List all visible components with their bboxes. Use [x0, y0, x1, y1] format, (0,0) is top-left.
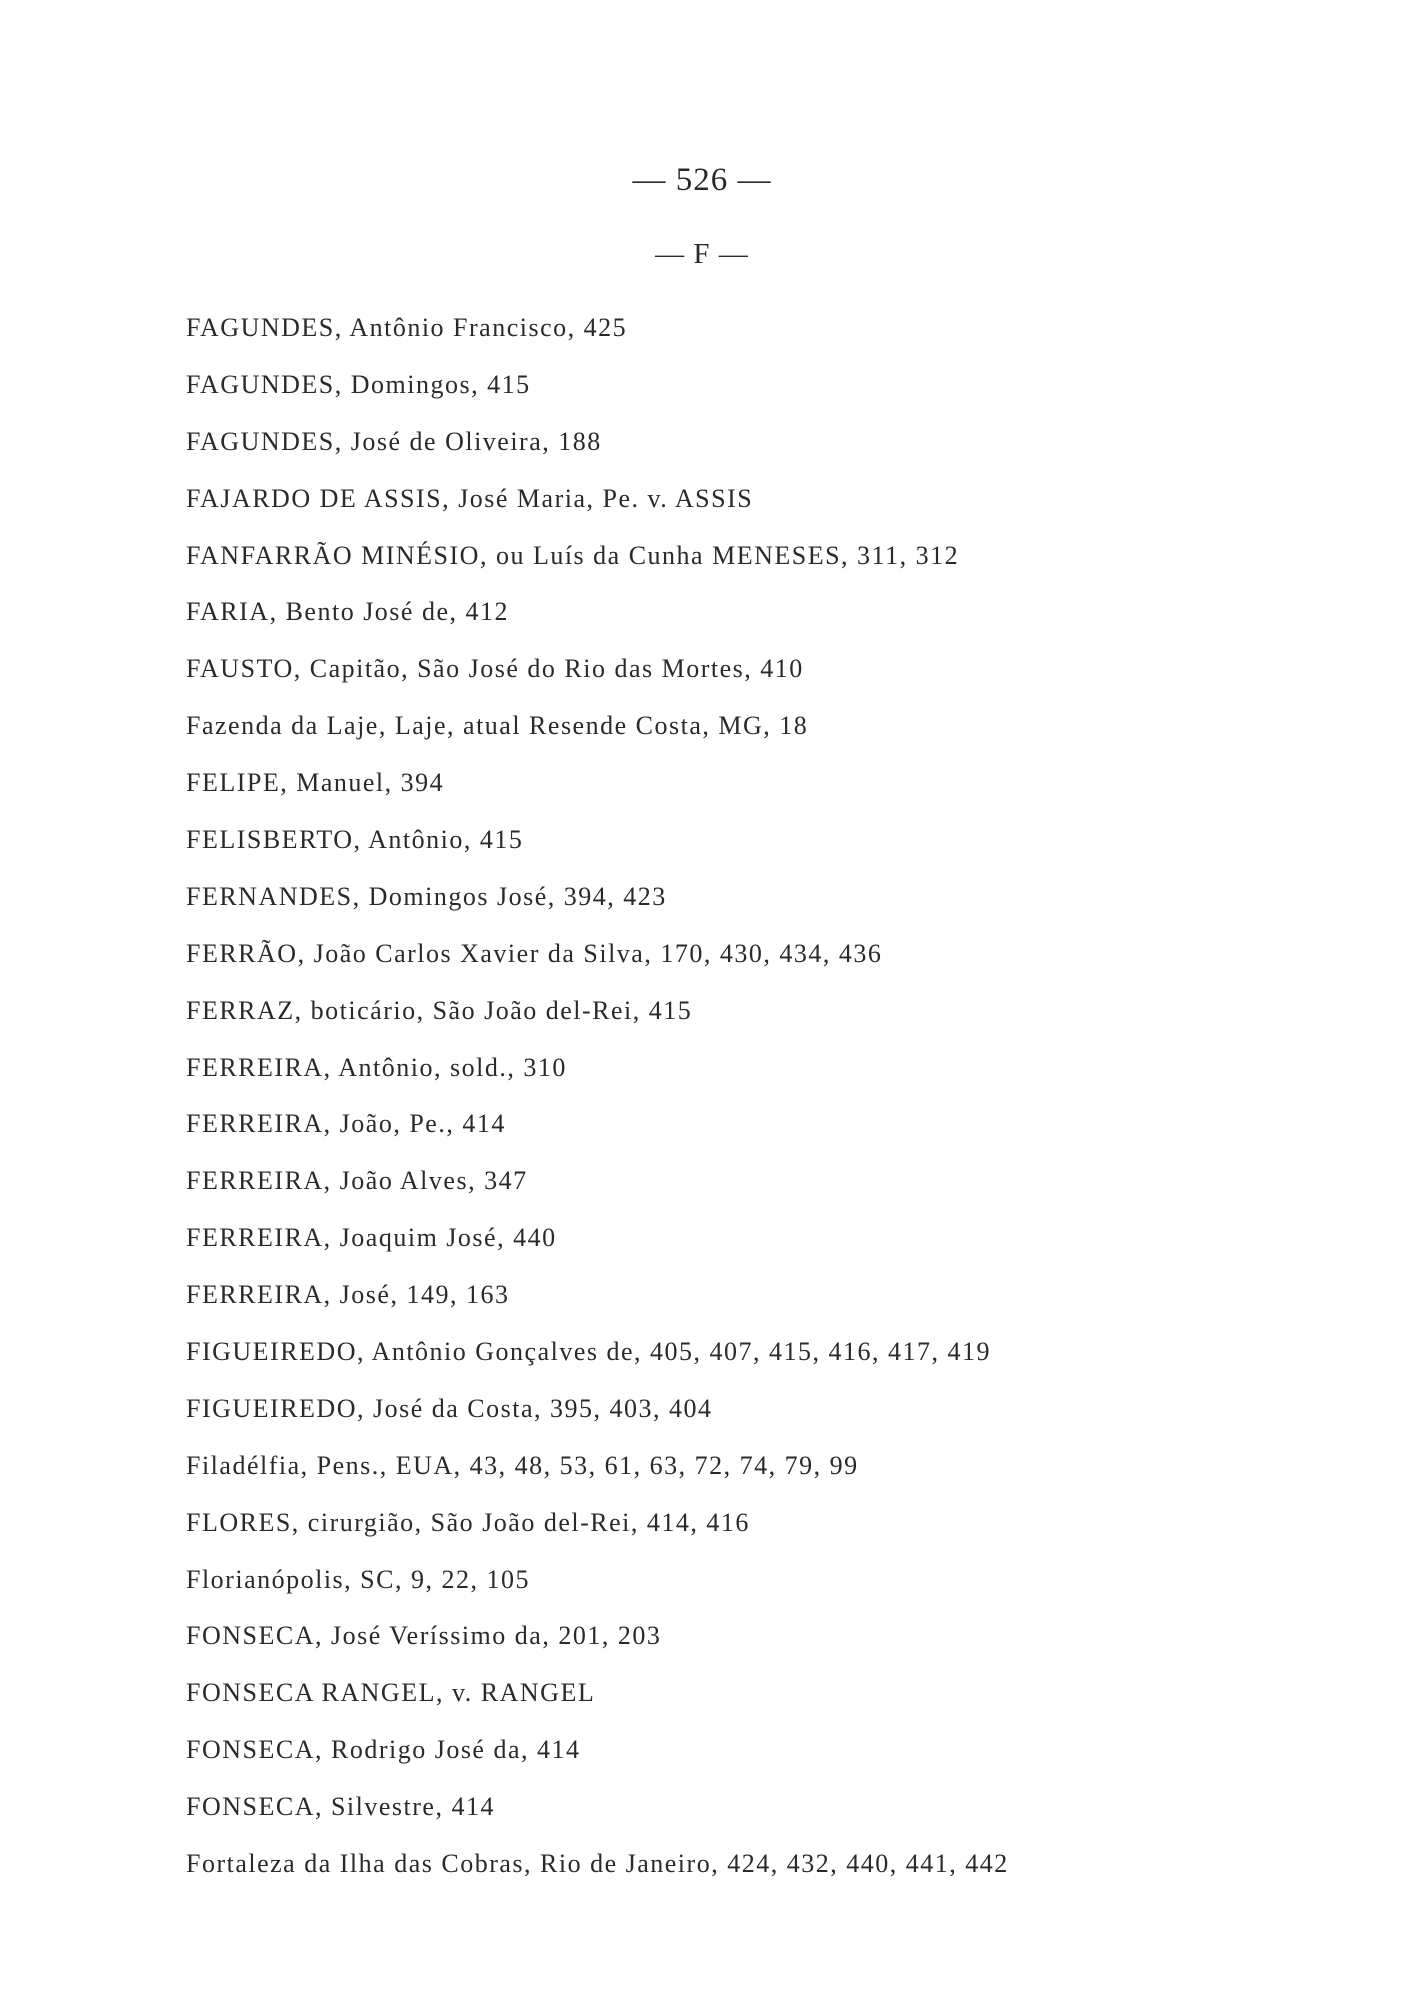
index-entry: FONSECA, Rodrigo José da, 414 [186, 1735, 581, 1765]
index-entry: FAJARDO DE ASSIS, José Maria, Pe. v. ASSIS [186, 483, 754, 513]
index-entry: FERREIRA, Joaquim José, 440 [186, 1223, 557, 1253]
index-entry: FIGUEIREDO, José da Costa, 395, 403, 404 [186, 1393, 713, 1423]
index-entry: FERREIRA, João, Pe., 414 [186, 1109, 506, 1139]
index-entry: FANFARRÃO MINÉSIO, ou Luís da Cunha MENESES, 311, 312 [186, 540, 960, 570]
index-entry: FERRÃO, João Carlos Xavier da Silva, 170, 430, 434, 436 [186, 938, 883, 968]
index-entry: FAGUNDES, José de Oliveira, 188 [186, 426, 602, 456]
index-entry: FAGUNDES, Antônio Francisco, 425 [186, 313, 628, 342]
index-entry: FERREIRA, João Alves, 347 [186, 1166, 528, 1196]
index-entry: Fortaleza da Ilha das Cobras, Rio de Janeiro, 424, 432, 440, 441, 442 [186, 1849, 1009, 1879]
index-entry: FELISBERTO, Antônio, 415 [186, 825, 524, 855]
index-entry: FLORES, cirurgião, São João del-Rei, 414, 416 [186, 1507, 750, 1537]
index-entry: Fazenda da Laje, Laje, atual Resende Costa, MG, 18 [186, 711, 809, 741]
index-entry: FELIPE, Manuel, 394 [186, 768, 445, 798]
page-number: — 526 — [632, 162, 772, 198]
index-entry: FONSECA, José Veríssimo da, 201, 203 [186, 1621, 662, 1651]
index-entry: FONSECA, Silvestre, 414 [186, 1792, 495, 1822]
index-entry: FAUSTO, Capitão, São José do Rio das Mortes, 410 [186, 654, 804, 684]
index-entry: FARIA, Bento José de, 412 [186, 597, 510, 627]
index-entry: FERRAZ, boticário, São João del-Rei, 415 [186, 995, 693, 1025]
index-entry: Filadélfia, Pens., EUA, 43, 48, 53, 61, 63, 72, 74, 79, 99 [186, 1450, 859, 1480]
index-entry-list [186, 306, 1306, 1899]
index-entry: FERREIRA, Antônio, sold., 310 [186, 1052, 567, 1082]
index-entry: FERREIRA, José, 149, 163 [186, 1280, 510, 1310]
index-entry: FERNANDES, Domingos José, 394, 423 [186, 881, 667, 911]
index-entry: FIGUEIREDO, Antônio Gonçalves de, 405, 407, 415, 416, 417, 419 [186, 1337, 992, 1367]
index-entry: Florianópolis, SC, 9, 22, 105 [186, 1564, 530, 1594]
index-entry: FONSECA RANGEL, v. RANGEL [186, 1678, 596, 1708]
section-letter-heading: — F — [655, 238, 749, 270]
index-entry: FAGUNDES, Domingos, 415 [186, 369, 531, 399]
